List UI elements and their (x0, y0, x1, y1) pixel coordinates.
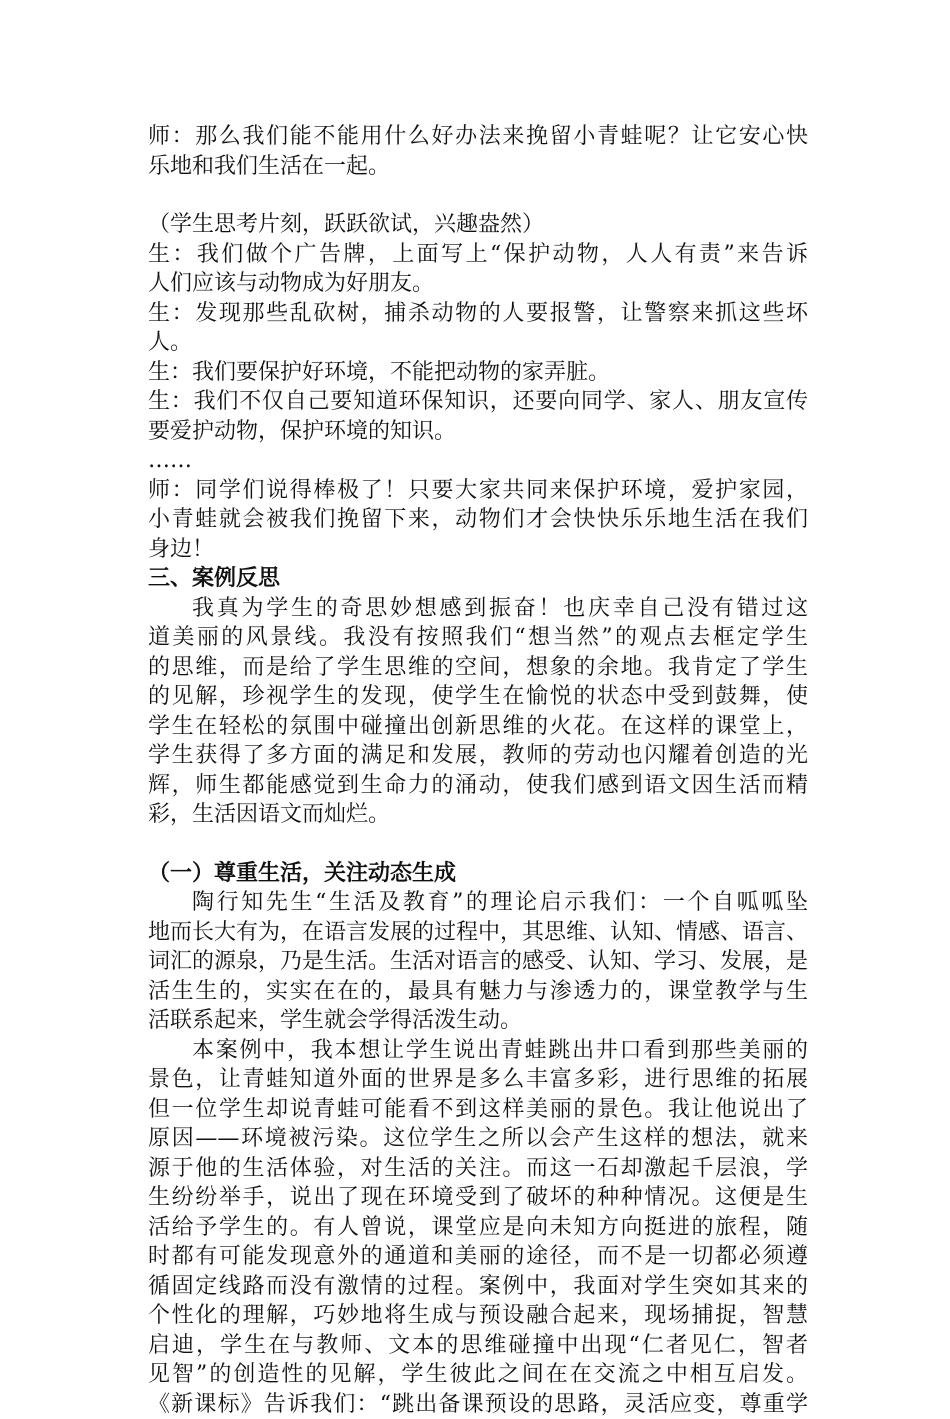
text-line: 生：我们要保护好环境，不能把动物的家弄脏。 (148, 358, 808, 388)
blank-line (148, 830, 808, 859)
text-line: 活给予学生的。有人曾说，课堂应是向未知方向挺进的旅程，随 (148, 1213, 808, 1243)
text-line: 小青蛙就会被我们挽留下来，动物们才会快快乐乐地生活在我们 (148, 505, 808, 535)
text-line: 生纷纷举手，说出了现在环境受到了破坏的种种情况。这便是生 (148, 1183, 808, 1213)
text-line: 乐地和我们生活在一起。 (148, 152, 808, 182)
section-heading: 三、案例反思 (148, 564, 808, 594)
text-line: 师：那么我们能不能用什么好办法来挽留小青蛙呢？让它安心快 (148, 122, 808, 152)
text-line: 词汇的源泉，乃是生活。生活对语言的感受、认知、学习、发展，是 (148, 947, 808, 977)
subsection-heading: （一）尊重生活，关注动态生成 (148, 859, 808, 889)
text-line: 人。 (148, 328, 808, 358)
text-line: 个性化的理解，巧妙地将生成与预设融合起来，现场捕捉，智慧 (148, 1301, 808, 1331)
text-line: 本案例中，我本想让学生说出青蛙跳出井口看到那些美丽的 (148, 1036, 808, 1066)
blank-line (148, 181, 808, 210)
text-line: 地而长大有为，在语言发展的过程中，其思维、认知、情感、语言、 (148, 918, 808, 948)
text-line: 时都有可能发现意外的通道和美丽的途径，而不是一切都必须遵 (148, 1242, 808, 1272)
text-line: 我真为学生的奇思妙想感到振奋！也庆幸自己没有错过这 (148, 594, 808, 624)
text-line: 生：我们不仅自己要知道环保知识，还要向同学、家人、朋友宣传 (148, 387, 808, 417)
text-line: 源于他的生活体验，对生活的关注。而这一石却激起千层浪，学 (148, 1154, 808, 1184)
ellipsis-line: …… (148, 446, 808, 476)
text-line: 要爱护动物，保护环境的知识。 (148, 417, 808, 447)
text-line: 学生在轻松的氛围中碰撞出创新思维的火花。在这样的课堂上， (148, 712, 808, 742)
text-line: 的见解，珍视学生的发现，使学生在愉悦的状态中受到鼓舞，使 (148, 682, 808, 712)
text-line: 的思维，而是给了学生思维的空间，想象的余地。我肯定了学生 (148, 653, 808, 683)
text-line: 《新课标》告诉我们：“跳出备课预设的思路，灵活应变，尊重学 (148, 1390, 808, 1419)
text-line: 辉，师生都能感觉到生命力的涌动，使我们感到语文因生活而精 (148, 771, 808, 801)
text-line: 启迪，学生在与教师、文本的思维碰撞中出现“仁者见仁，智者 (148, 1331, 808, 1361)
text-line: 身边！ (148, 535, 808, 565)
stage-note: （学生思考片刻，跃跃欲试，兴趣盎然） (148, 210, 808, 240)
text-line: 见智”的创造性的见解，学生彼此之间在在交流之中相互启发。 (148, 1360, 808, 1390)
text-line: 学生获得了多方面的满足和发展，教师的劳动也闪耀着创造的光 (148, 741, 808, 771)
text-line: 景色，让青蛙知道外面的世界是多么丰富多彩，进行思维的拓展 (148, 1065, 808, 1095)
text-line: 活生生的，实实在在的，最具有魅力与渗透力的，课堂教学与生 (148, 977, 808, 1007)
text-line: 人们应该与动物成为好朋友。 (148, 269, 808, 299)
document-page (148, 122, 808, 1419)
text-line: 道美丽的风景线。我没有按照我们“想当然”的观点去框定学生 (148, 623, 808, 653)
text-line: 原因——环境被污染。这位学生之所以会产生这样的想法，就来 (148, 1124, 808, 1154)
text-line: 生：我们做个广告牌，上面写上“保护动物，人人有责”来告诉 (148, 240, 808, 270)
text-line: 生：发现那些乱砍树，捕杀动物的人要报警，让警察来抓这些坏 (148, 299, 808, 329)
text-line: 活联系起来，学生就会学得活泼生动。 (148, 1006, 808, 1036)
text-line: 彩，生活因语文而灿烂。 (148, 800, 808, 830)
text-line: 师：同学们说得棒极了！只要大家共同来保护环境，爱护家园， (148, 476, 808, 506)
text-line: 但一位学生却说青蛙可能看不到这样美丽的景色。我让他说出了 (148, 1095, 808, 1125)
text-line: 循固定线路而没有激情的过程。案例中，我面对学生突如其来的 (148, 1272, 808, 1302)
text-line: 陶行知先生“生活及教育”的理论启示我们：一个自呱呱坠 (148, 888, 808, 918)
